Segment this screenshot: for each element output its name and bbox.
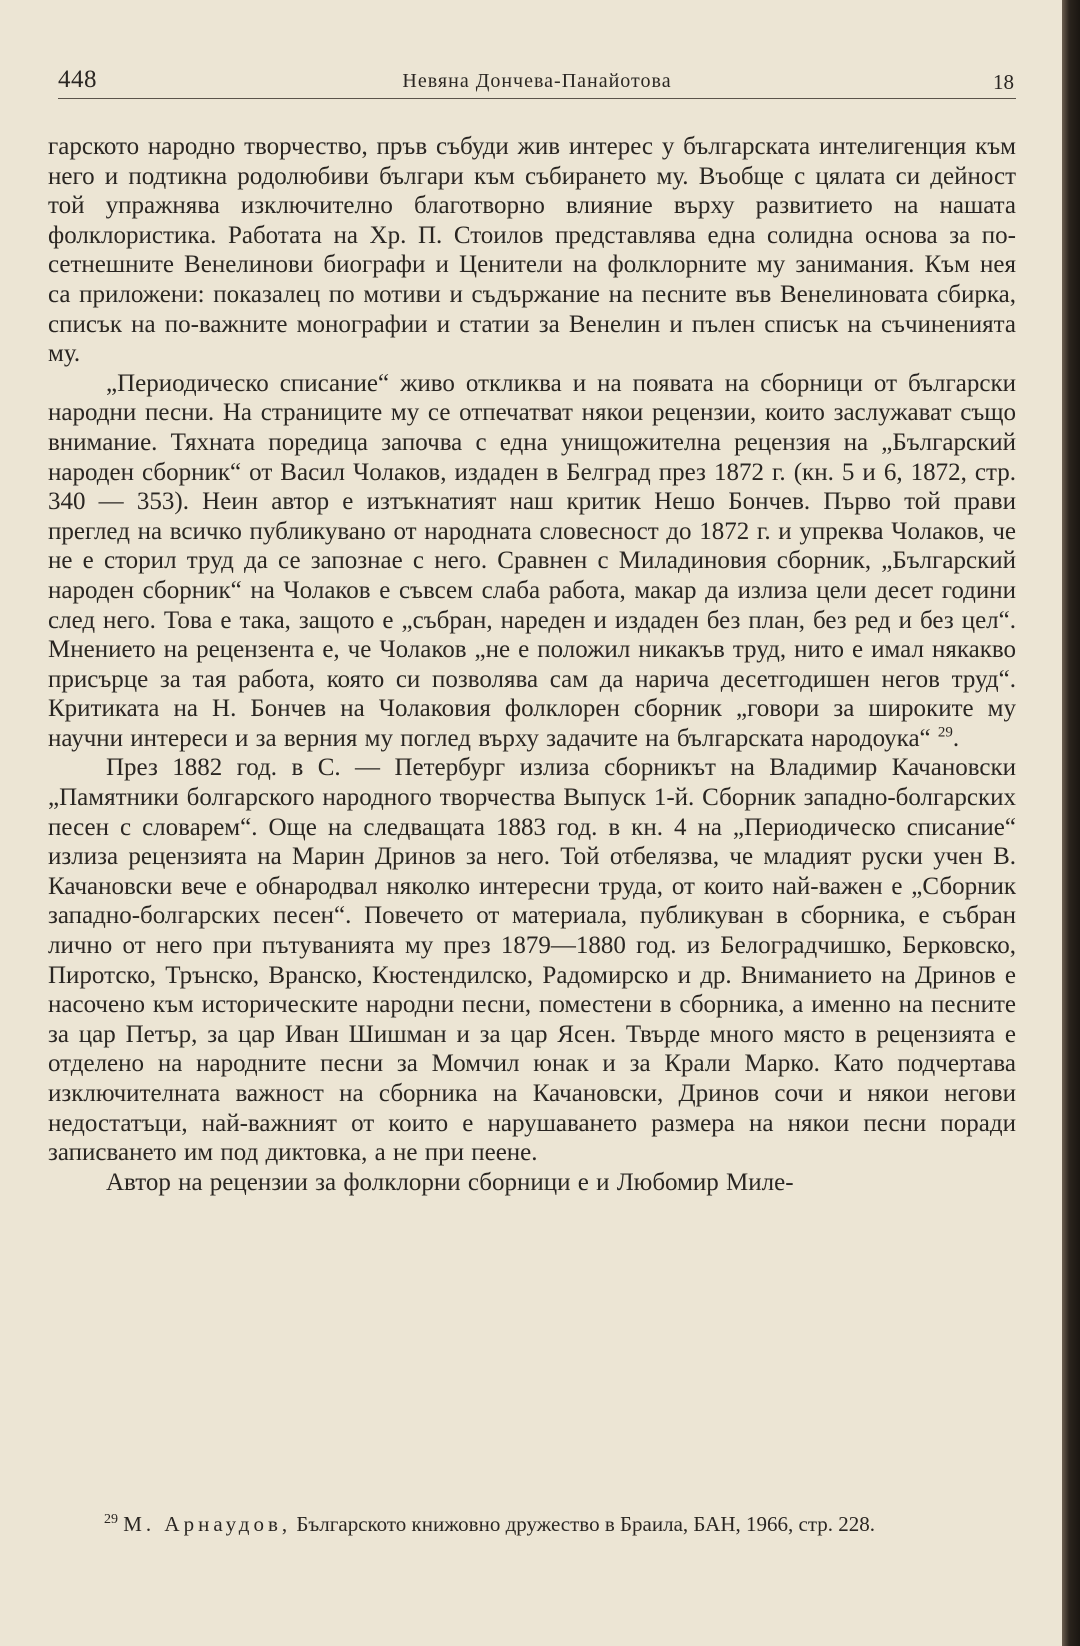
footnote-author: М. Арнаудов, (123, 1512, 292, 1536)
footnote-number: 29 (104, 1512, 118, 1527)
paragraph-2 (48, 369, 1016, 754)
footnote (48, 1512, 1010, 1536)
footnote-text: Българското книжовно дружество в Браила, БАН, 1966, стр. 228. (291, 1512, 876, 1536)
paragraph-3-text: През 1882 год. в С. — Петербург излиза сборникът на Владимир Качановски „Памятники болгарского народного творчества Выпуск 1-й. Сборник западно-болгарских песен с словарем“. Още на следващата 1883 год. в кн. 4 на „Периодическо списание“ излиза рецензията на Марин Дринов за него. Той отбелязва, че младият руски учен В. Качановски вече е обнародвал няколко интересни труда, от които най-важен е „Сборник западно-болгарских песен“. Повечето от материала, публикуван в сборника, е събран лично от него при пътуванията му през 1879—1880 год. из Белоградчишко, Берковско, Пиротско, Трънско, Вранско, Кюстендилско, Радомирско и др. Вниманието на Дринов е насочено към историческите народни песни, поместени в сборника, а именно на песните за цар Петър, за цар Иван Шишман и за цар Ясен. Твърде много място в рецензията е отделено на народните песни за Момчил юнак и за Крали Марко. Като подчертава изключителната важност на сборника на Качановски, Дринов сочи и някои негови недостатъци, най-важният от които е нарушаването размера на някои песни поради записването им под диктовка, а не при пеене. (48, 754, 1016, 1167)
running-head-author: Невяна Дончева-Панайотова (402, 70, 672, 92)
page-number: 448 (58, 66, 97, 93)
paragraph-3 (48, 753, 1016, 1167)
paragraph-1-text: гарското народно творчество, пръв събуди жив интерес у българската интелигенция към него и подтикна родолюбиви българи към събирането му. Въобще с цялата си дейност той упражнява изключително благотворно влияние върху развитието на нашата фолклористика. Работата на Хр. П. Стоилов представлява една солидна основа за по-сетнешните Венелинови биографи и Ценители на фолклорните му занимания. Към нея са приложени: показалец по мотиви и съдържание на песните във Венелиновата сбирка, списък на по-важните монографии и статии за Венелин и пълен списък на съчиненията му. (48, 133, 1016, 368)
paragraph-2-text: „Периодическо списание“ живо откликва и на появата на сборници от български народни песни. На страниците му се отпечатват някои рецензии, които заслужават също внимание. Тяхната поредица започва с една унищожителна рецензия на „Българский народен сборник“ от Васил Чолаков, издаден в Белград през 1872 г. (кн. 5 и 6, 1872, стр. 340 — 353). Неин автор е изтъкнатият наш критик Нешо Бончев. Първо той прави преглед на всичко публикувано от народната словесност до 1872 г. и упреква Чолаков, че не е сторил труд да се запознае с него. Сравнен с Миладиновия сборник, „Българский народен сборник“ на Чолаков е съвсем слаба работа, макар да излиза цели десет години след него. Това е така, защото е „събран, нареден и издаден без план, без ред и без цел“. Мнението на рецензента е, че Чолаков „не е положил никакъв труд, нито е имал някакво присърце за тая работа, която си позволява сам да нарича десетгодишен негов труд“. Критиката на Н. Бончев на Чолаковия фолклорен сборник „говори за широките му научни интереси и за верния му поглед върху задачите на българската народоука“ (48, 369, 1016, 752)
paragraph-2-end: . (952, 724, 960, 752)
page-header (58, 64, 1016, 99)
paragraph-4-text: Автор на рецензии за фолклорни сборници е и Любомир Миле- (106, 1168, 794, 1196)
paragraph-1 (48, 132, 1016, 369)
signature-mark: 18 (993, 70, 1014, 94)
body-text (48, 132, 1016, 1197)
footnote-reference: 29 (937, 724, 953, 741)
book-binding-edge (1062, 0, 1080, 1646)
paragraph-4 (48, 1168, 1016, 1198)
